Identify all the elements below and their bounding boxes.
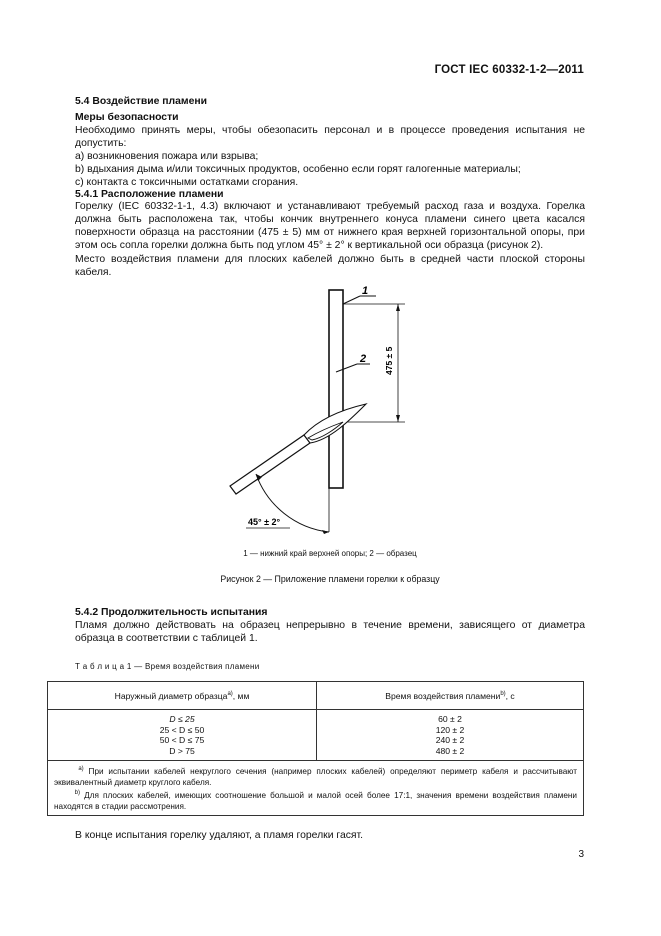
col2-header-text: Время воздействия пламени — [385, 690, 501, 701]
safety-item-a: a) возникновения пожара или взрыва; — [75, 151, 259, 162]
col1-header-unit: , мм — [232, 690, 250, 701]
label-1: 1 — [362, 285, 369, 297]
note-a — [54, 764, 577, 788]
diameter-cell: D ≤ 25 — [169, 714, 195, 724]
time-cell: 60 ± 2 — [438, 714, 462, 724]
note-b-text: Для плоских кабелей, имеющих соотношение большой и малой осей более 17:1, значения времени воздействия пламени находятся в стадии рассмотрения. — [54, 791, 577, 811]
table-header-diameter — [48, 682, 317, 710]
dimension-label: 475 ± 5 — [384, 346, 394, 375]
specimen — [329, 290, 343, 488]
diameter-cell: D > 75 — [169, 745, 195, 756]
time-values — [317, 710, 584, 761]
table-row — [48, 710, 584, 761]
col1-header-sup: а) — [227, 690, 233, 697]
table-notes — [48, 761, 584, 816]
safety-item-c: c) контакта с токсичными остатками сгорания. — [75, 177, 299, 188]
safety-intro: Необходимо принять меры, чтобы обезопасить персонал и в процессе проведения испытания не допустить: — [75, 125, 585, 149]
col1-header-text: Наружный диаметр образца — [114, 690, 228, 701]
page-number: 3 — [578, 849, 584, 860]
figure-caption: Рисунок 2 — Приложение пламени горелки к образцу — [220, 574, 440, 584]
diameter-values — [48, 710, 317, 761]
note-a-mark: а) — [78, 766, 84, 772]
diameter-cell: 50 < D ≤ 75 — [159, 735, 205, 745]
time-cell: 240 ± 2 — [435, 735, 465, 745]
section-heading-5-4-1: 5.4.1 Расположение пламени — [75, 189, 224, 200]
label-2: 2 — [360, 353, 367, 365]
figure-2-drawing — [200, 280, 440, 540]
safety-item-b: b) вдыхания дыма и/или токсичных продуктов, особенно если горят галогенные материалы; — [75, 164, 521, 175]
duration-paragraph: Пламя должно действовать на образец непрерывно в течение времени, зависящего от диаметра образца в соответствии с таблицей 1. — [75, 620, 585, 644]
burner-tube — [230, 435, 310, 494]
flame-time-table — [47, 681, 584, 816]
time-cell: 480 ± 2 — [435, 745, 465, 756]
closing-paragraph: В конце испытания горелку удаляют, а пламя горелки гасят. — [75, 830, 364, 841]
note-a-text: При испытании кабелей некруглого сечения (например плоских кабелей) определяют периметр кабеля и рассчитывают эквивалентный диаметр круглого кабеля. — [54, 767, 577, 787]
dimension-arrow-top — [396, 304, 400, 311]
table-title: Т а б л и ц а 1 — Время воздействия пламени — [75, 662, 260, 671]
section-heading-5-4: 5.4 Воздействие пламени — [75, 96, 208, 107]
document-header: ГОСТ IEC 60332-1-2—2011 — [434, 64, 584, 76]
angle-arrow-end — [322, 530, 329, 534]
note-b — [54, 788, 577, 812]
table-header-row — [48, 682, 584, 710]
col2-header-sup: b) — [500, 690, 506, 697]
figure-legend: 1 — нижний край верхней опоры; 2 — образец — [243, 549, 417, 558]
time-cell: 120 ± 2 — [435, 724, 465, 735]
safety-heading: Меры безопасности — [75, 112, 179, 123]
table-notes-row — [48, 761, 584, 816]
diameter-cell: 25 < D ≤ 50 — [159, 724, 205, 735]
leader-line-1 — [343, 296, 360, 304]
placement-paragraph: Горелку (IEC 60332-1-1, 4.3) включают и устанавливают требуемый расход газа и воздуха. Горелка должна быть расположена так, чтобы кончик внутреннего конуса пламени синего цвета касался поверхности образца на расстоянии (475 ± 5) мм от нижнего края верхней горизонтальной опоры, при этом ось сопла горелки должна быть под углом 45° ± 2° к вертикальной оси образца (рисунок 2). — [75, 201, 585, 251]
angle-label: 45° ± 2° — [248, 517, 281, 527]
flat-cable-paragraph: Место воздействия пламени для плоских кабелей должно быть в средней части плоской стороны кабеля. — [75, 254, 585, 278]
col2-header-unit: , с — [505, 690, 515, 701]
note-b-mark: b) — [74, 790, 81, 796]
flame-outer-cone — [304, 404, 366, 443]
dimension-arrow-bottom — [396, 415, 400, 422]
table-header-time — [317, 682, 584, 710]
section-heading-5-4-2: 5.4.2 Продолжительность испытания — [75, 607, 268, 618]
leader-line-2 — [336, 364, 357, 372]
